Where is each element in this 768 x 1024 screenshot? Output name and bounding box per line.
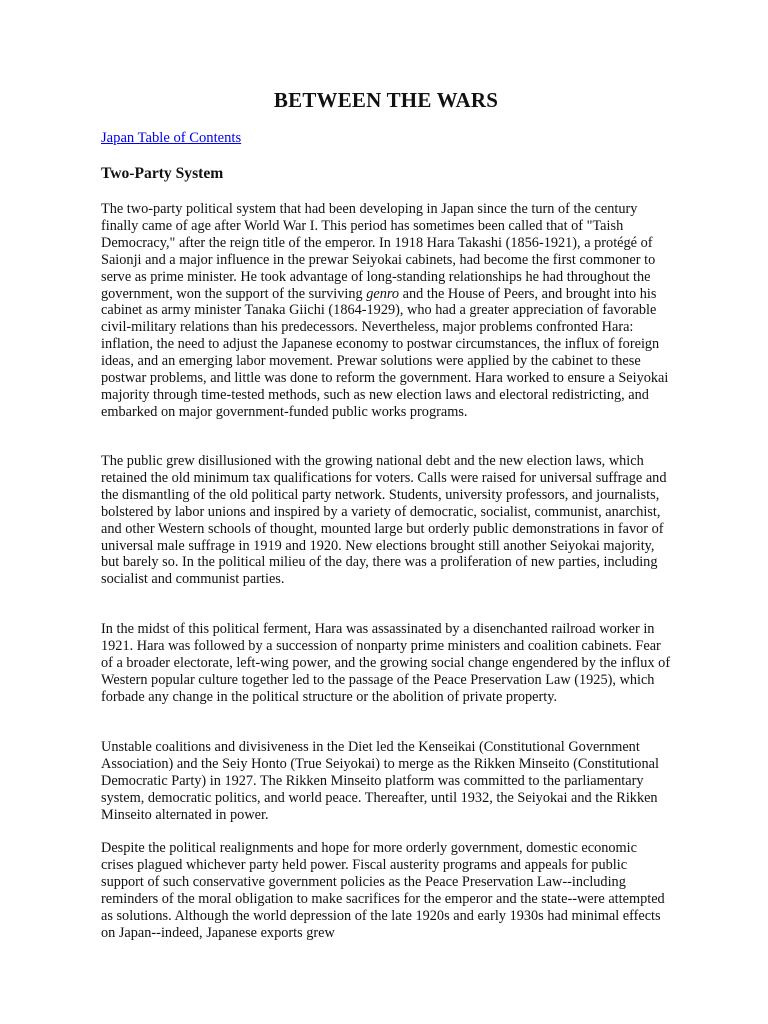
section-heading: Two-Party System: [101, 165, 224, 182]
page-title: BETWEEN THE WARS: [273, 88, 499, 112]
paragraph-1: [101, 201, 671, 421]
paragraph-1-text-b: and the House of Peers, and brought into his cabinet as army minister Tanaka Giichi (1864-1929), who had a greater appreciation of favorable civil-military relations than his predecessors. Nevertheless, major problems confronted Hara: inflation, the need to adjust the Japanese economy to postwar circumstances, the influx of foreign ideas, and an emerging labor movement. Prewar solutions were applied by the cabinet to these postwar problems, and little was done to reform the government. Hara worked to ensure a Seiyokai majority through time-tested methods, such as new election laws and electoral redistricting, and embarked on major government-funded public works programs.: [101, 285, 669, 420]
paragraph-3: In the midst of this political ferment, Hara was assassinated by a disenchanted railroad worker in 1921. Hara was followed by a succession of nonparty prime ministers and coalition cabinets. Fear of a broader electorate, left-wing power, and the growing social change engendered by the influx of Western popular culture together led to the passage of the Peace Preservation Law (1925), which forbade any change in the political structure or the abolition of private property.: [101, 621, 671, 705]
table-of-contents-link[interactable]: Japan Table of Contents: [101, 130, 242, 146]
paragraph-2: The public grew disillusioned with the growing national debt and the new election laws, which retained the old minimum tax qualifications for voters. Calls were raised for universal suffrage and the dismantling of the old political party network. Students, university professors, and journalists, bolstered by labor unions and inspired by a variety of democratic, socialist, communist, anarchist, and other Western schools of thought, mounted large but orderly public demonstrations in favor of universal male suffrage in 1919 and 1920. New elections brought still another Seiyokai majority, but barely so. In the political milieu of the day, there was a proliferation of new parties, including socialist and communist parties.: [101, 453, 667, 588]
paragraph-4: Unstable coalitions and divisiveness in the Diet led the Kenseikai (Constitutional Government Association) and the Seiy Honto (True Seiyokai) to merge as the Rikken Minseito (Constitutional Democratic Party) in 1927. The Rikken Minseito platform was committed to the parliamentary system, democratic politics, and world peace. Thereafter, until 1932, the Seiyokai and the Rikken Minseito alternated in power.: [101, 739, 659, 823]
paragraph-1-text-a: The two-party political system that had been developing in Japan since the turn of the century finally came of age after World War I. This period has sometimes been called that of "Taish Democracy," after the reign title of the emperor. In 1918 Hara Takashi (1856-1921), a protégé of Saionji and a major influence in the prewar Seiyokai cabinets, had become the first commoner to serve as prime minister. He took advantage of long-standing relationships he had throughout the government, won the support of the surviving: [101, 201, 656, 302]
paragraph-1-genro-term: genro: [366, 285, 400, 302]
paragraph-5: Despite the political realignments and hope for more orderly government, domestic economic crises plagued whichever party held power. Fiscal austerity programs and appeals for public support of such conservative government policies as the Peace Preservation Law--including reminders of the moral obligation to make sacrifices for the emperor and the state--were attempted as solutions. Although the world depression of the late 1920s and early 1930s had minimal effects on Japan--indeed, Japanese exports grew: [101, 840, 665, 941]
